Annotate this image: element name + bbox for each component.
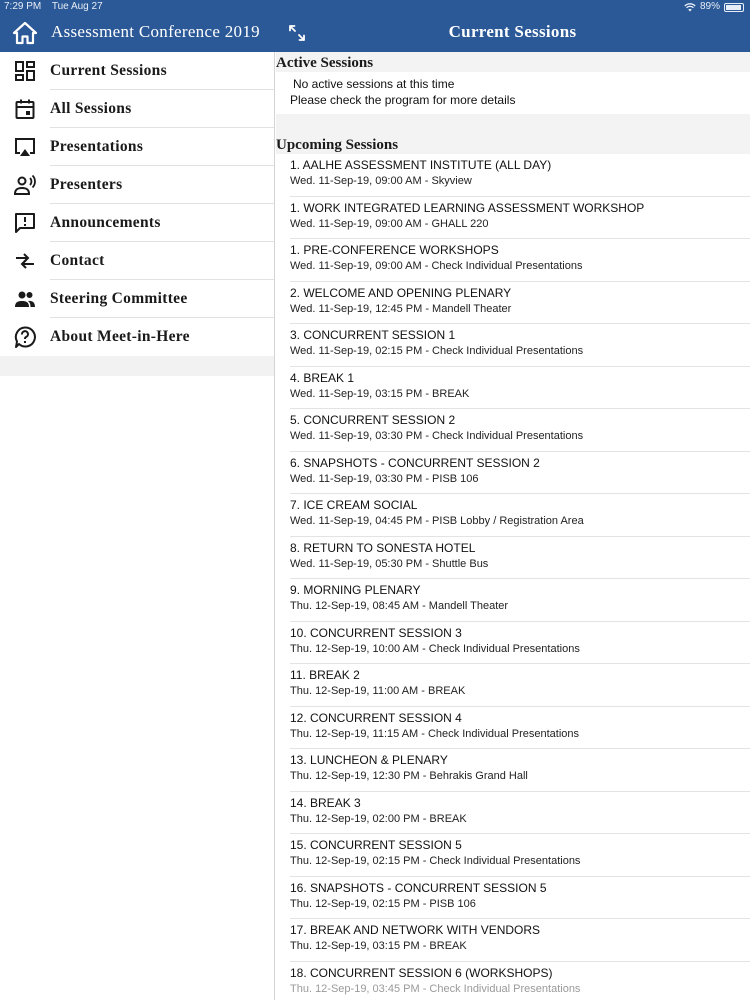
active-sessions-header: Active Sessions — [276, 52, 750, 72]
session-row[interactable] — [290, 579, 750, 622]
session-title: 2. WELCOME AND OPENING PLENARY — [290, 285, 512, 300]
active-message-line: Please check the program for more details — [290, 93, 516, 107]
session-row[interactable] — [290, 877, 750, 920]
status-time: 7:29 PM — [4, 1, 42, 12]
session-detail: Thu. 12-Sep-19, 11:15 AM - Check Individual Presentations — [290, 727, 580, 740]
session-detail: Thu. 12-Sep-19, 08:45 AM - Mandell Theater — [290, 600, 509, 612]
session-title: 14. BREAK 3 — [290, 795, 361, 810]
people-icon — [0, 280, 50, 318]
session-row[interactable] — [290, 154, 750, 197]
session-detail: Wed. 11-Sep-19, 09:00 AM - Check Individual Presentations — [290, 260, 583, 272]
session-row[interactable] — [290, 749, 750, 792]
session-row[interactable] — [290, 409, 750, 452]
status-date: Tue Aug 27 — [51, 1, 103, 12]
page-title: Current Sessions — [448, 22, 577, 41]
app-title: Assessment Conference 2019 — [51, 22, 260, 41]
calendar-icon — [0, 90, 50, 128]
sidebar-item-about[interactable] — [0, 318, 274, 356]
session-title: 5. CONCURRENT SESSION 2 — [290, 413, 456, 427]
session-title: 1. WORK INTEGRATED LEARNING ASSESSMENT WORKSHOP — [290, 200, 645, 215]
session-detail: Thu. 12-Sep-19, 11:00 AM - BREAK — [290, 685, 466, 697]
session-detail: Wed. 11-Sep-19, 03:30 PM - PISB 106 — [290, 472, 479, 485]
session-title: 7. ICE CREAM SOCIAL — [290, 498, 418, 512]
session-row[interactable] — [290, 622, 750, 665]
sidebar-item-presentations[interactable] — [0, 128, 274, 166]
session-row[interactable] — [290, 707, 750, 750]
sessions-list — [276, 154, 750, 1000]
session-row[interactable] — [290, 282, 750, 325]
session-title: 18. CONCURRENT SESSION 6 (WORKSHOPS) — [290, 965, 553, 980]
airplay-icon — [0, 128, 50, 166]
session-detail: Thu. 12-Sep-19, 02:15 PM - Check Individual Presentations — [290, 855, 581, 867]
sidebar-item-steering-committee[interactable] — [0, 280, 274, 318]
sidebar-item-label: About Meet-in-Here — [50, 328, 190, 345]
sidebar-item-announcements[interactable] — [0, 204, 274, 242]
session-row[interactable] — [290, 962, 750, 1000]
session-row[interactable] — [290, 537, 750, 580]
session-detail: Wed. 11-Sep-19, 09:00 AM - Skyview — [290, 175, 472, 187]
active-sessions-message — [276, 72, 750, 114]
session-detail: Wed. 11-Sep-19, 12:45 PM - Mandell Theater — [290, 302, 512, 315]
battery-percent: 89% — [699, 1, 720, 12]
session-detail: Wed. 11-Sep-19, 09:00 AM - GHALL 220 — [290, 217, 489, 230]
announcement-icon — [0, 204, 50, 242]
session-detail: Wed. 11-Sep-19, 03:30 PM - Check Individual Presentations — [290, 430, 584, 442]
sidebar — [0, 52, 275, 1000]
session-row[interactable] — [290, 452, 750, 495]
active-message-line: No active sessions at this time — [293, 77, 455, 91]
session-detail: Thu. 12-Sep-19, 10:00 AM - Check Individual Presentations — [290, 642, 580, 655]
session-title: 15. CONCURRENT SESSION 5 — [290, 838, 462, 852]
sidebar-item-current-sessions[interactable] — [0, 52, 274, 90]
session-title: 10. CONCURRENT SESSION 3 — [290, 625, 462, 640]
session-detail: Thu. 12-Sep-19, 02:00 PM - BREAK — [290, 812, 467, 825]
status-bar — [0, 0, 750, 14]
speaker-icon — [0, 166, 50, 204]
session-row[interactable] — [290, 239, 750, 282]
session-title: 16. SNAPSHOTS - CONCURRENT SESSION 5 — [290, 880, 547, 895]
sidebar-item-label: All Sessions — [50, 100, 132, 117]
session-row[interactable] — [290, 197, 750, 240]
session-detail: Thu. 12-Sep-19, 02:15 PM - PISB 106 — [290, 897, 476, 910]
session-row[interactable] — [290, 324, 750, 367]
session-title: 13. LUNCHEON & PLENARY — [290, 753, 448, 767]
session-title: 17. BREAK AND NETWORK WITH VENDORS — [290, 923, 541, 937]
session-row[interactable] — [290, 494, 750, 537]
sidebar-item-label: Contact — [50, 252, 105, 269]
main-content[interactable] — [276, 52, 750, 1000]
nav-bar — [0, 14, 750, 52]
session-title: 6. SNAPSHOTS - CONCURRENT SESSION 2 — [290, 455, 540, 470]
section-spacer — [276, 114, 750, 134]
sidebar-item-label: Presenters — [50, 176, 123, 193]
session-title: 3. CONCURRENT SESSION 1 — [290, 328, 456, 342]
battery-icon — [724, 3, 744, 12]
session-detail: Wed. 11-Sep-19, 05:30 PM - Shuttle Bus — [290, 557, 489, 570]
session-detail: Thu. 12-Sep-19, 03:45 PM - Check Individual Presentations — [290, 982, 581, 995]
sidebar-footer — [0, 356, 274, 376]
session-title: 9. MORNING PLENARY — [290, 583, 421, 597]
session-detail: Wed. 11-Sep-19, 03:15 PM - BREAK — [290, 387, 470, 400]
sidebar-item-label: Current Sessions — [50, 62, 167, 79]
session-row[interactable] — [290, 919, 750, 962]
session-title: 4. BREAK 1 — [290, 370, 355, 385]
swap-arrows-icon — [0, 242, 50, 280]
sidebar-item-label: Presentations — [50, 138, 144, 155]
session-detail: Wed. 11-Sep-19, 02:15 PM - Check Individual Presentations — [290, 345, 584, 357]
sidebar-menu — [0, 52, 274, 356]
session-detail: Thu. 12-Sep-19, 03:15 PM - BREAK — [290, 940, 467, 952]
upcoming-sessions-header: Upcoming Sessions — [276, 134, 750, 154]
sidebar-item-all-sessions[interactable] — [0, 90, 274, 128]
session-row[interactable] — [290, 367, 750, 410]
wifi-icon — [684, 3, 696, 12]
session-title: 11. BREAK 2 — [290, 668, 360, 682]
session-title: 12. CONCURRENT SESSION 4 — [290, 710, 462, 725]
session-title: 8. RETURN TO SONESTA HOTEL — [290, 540, 476, 555]
session-detail: Thu. 12-Sep-19, 12:30 PM - Behrakis Grand Hall — [290, 770, 528, 782]
sidebar-item-presenters[interactable] — [0, 166, 274, 204]
home-icon[interactable] — [12, 21, 38, 45]
session-detail: Wed. 11-Sep-19, 04:45 PM - PISB Lobby / Registration Area — [290, 515, 584, 527]
help-icon — [0, 318, 50, 356]
sidebar-item-label: Steering Committee — [50, 290, 188, 307]
sidebar-item-contact[interactable] — [0, 242, 274, 280]
dashboard-icon — [0, 52, 50, 90]
session-title: 1. AALHE ASSESSMENT INSTITUTE (ALL DAY) — [290, 158, 552, 172]
session-row[interactable] — [290, 664, 750, 707]
session-title: 1. PRE-CONFERENCE WORKSHOPS — [290, 243, 499, 257]
session-row[interactable] — [290, 834, 750, 877]
session-row[interactable] — [290, 792, 750, 835]
sidebar-item-label: Announcements — [50, 214, 161, 231]
